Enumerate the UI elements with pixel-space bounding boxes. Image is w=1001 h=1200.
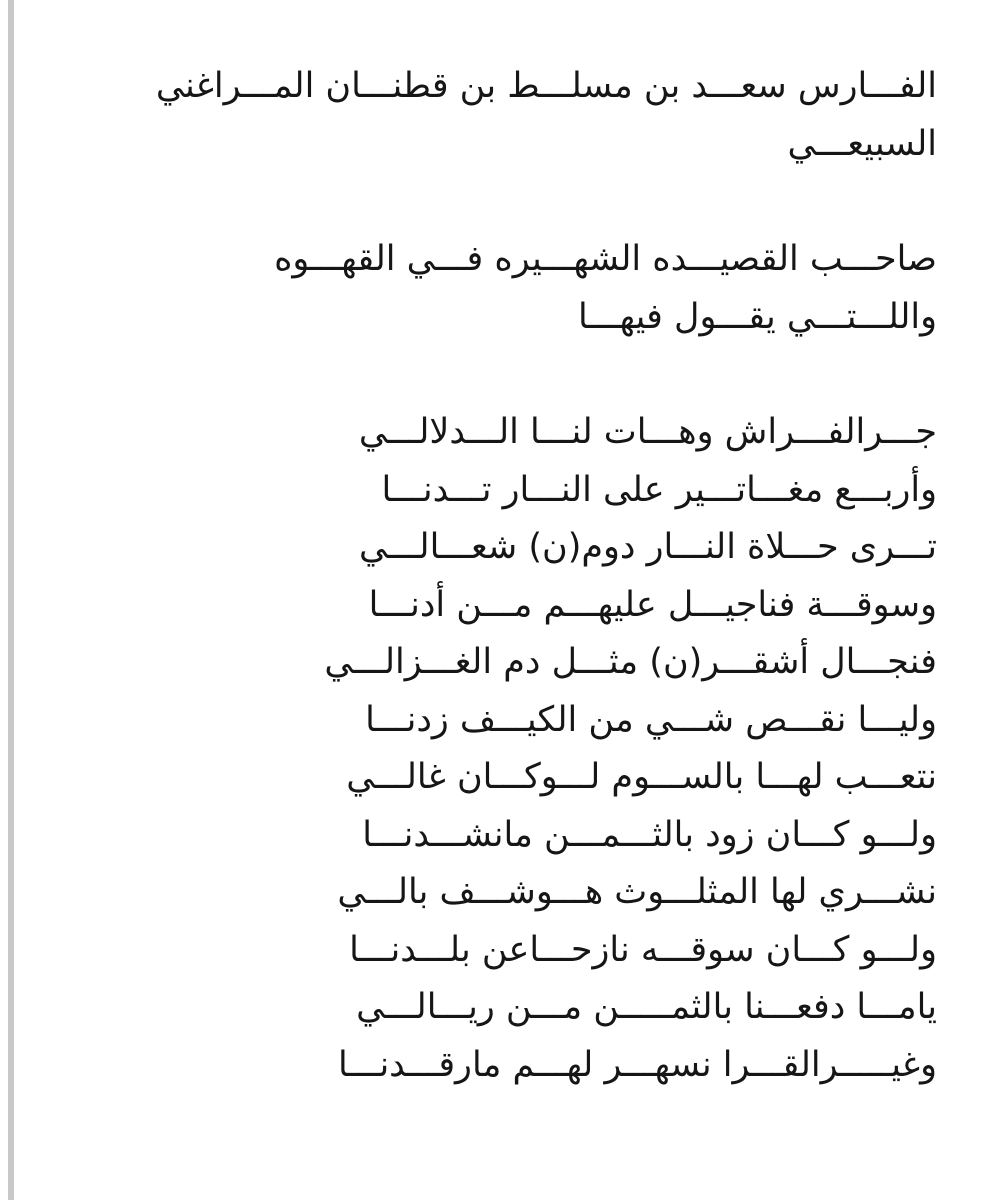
heading-line: الفـــارس سعـــد بن مسلـــط بن قطنـــان المـــراغني [155, 66, 937, 106]
poem-line: ولـــو كـــان زود بالثـــمـــن مانشـــدنـــا [362, 814, 937, 855]
poem-line: وسوقـــة فناجيـــل عليهـــم مـــن أدنـــا [368, 584, 937, 625]
heading-paragraph [137, 58, 937, 173]
intro-line: صاحـــب القصيـــده الشهـــيره فـــي القهـــوه [274, 239, 937, 279]
intro-line: واللـــتـــي يقـــول فيهـــا [578, 296, 937, 337]
poem-line: نشـــري لها المثلـــوث هـــوشـــف بالـــي [337, 872, 937, 912]
poem-line: نتعـــب لهـــا بالســـوم لـــوكـــان غالـــي [346, 757, 937, 797]
poem-line: يامـــا دفعـــنا بالثمـــــن مـــن ريـــالـــي [356, 987, 937, 1027]
poem-paragraph [137, 404, 937, 1094]
poem-line: وليـــا نقـــص شـــي من الكيـــف زدنـــا [365, 699, 937, 740]
poem-line: فنجـــال أشقـــر(ن) مثـــل دم الغـــزالـــي [324, 642, 937, 682]
note-body [137, 58, 937, 1094]
heading-line: السبيعـــي [787, 123, 937, 164]
poem-line: وغيـــــرالقـــرا نسهـــر لهـــم مارقـــدنـــا [338, 1044, 937, 1085]
poem-line: تـــرى حـــلاة النـــار دوم(ن) شعـــالـــي [358, 527, 937, 567]
poem-line: جـــرالفـــراش وهـــات لنـــا الـــدلالـــي [358, 412, 937, 452]
left-margin-rule [0, 0, 14, 1200]
poem-line: ولـــو كـــان سوقـــه نازحـــاعن بلـــدنـــا [349, 929, 937, 970]
intro-paragraph [137, 231, 937, 346]
poem-line: وأربـــع مغـــاتـــير على النـــار تـــدنـــا [381, 469, 937, 510]
